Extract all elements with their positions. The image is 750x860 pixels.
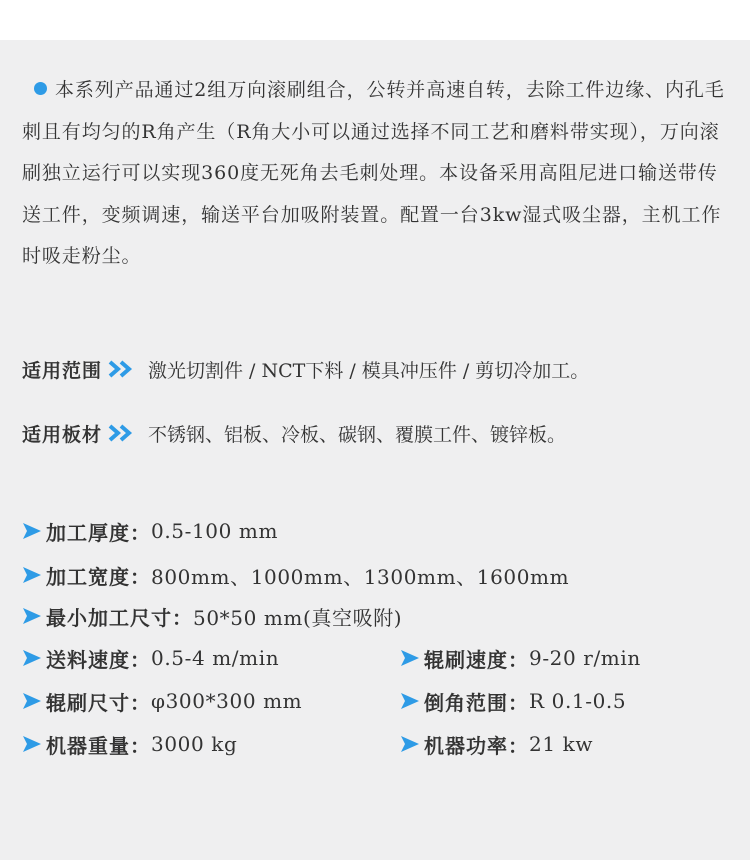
spec-power [400, 729, 593, 759]
spec-value: 9-20 r/min [529, 646, 641, 670]
spec-value: φ300*300 mm [151, 689, 303, 713]
spec-value: 0.5-100 mm [151, 519, 279, 543]
blue-dot-icon [34, 82, 47, 95]
spec-roller-speed [400, 643, 641, 673]
spec-label: 辊刷速度： [424, 647, 529, 672]
triangle-arrow-icon [22, 522, 42, 540]
spec-width [22, 560, 569, 590]
intro-paragraph [22, 70, 734, 278]
triangle-arrow-icon [400, 692, 420, 710]
spec-roller-size [22, 686, 302, 716]
spec-chamfer [400, 686, 626, 716]
scope-label: 适用板材 [22, 423, 103, 446]
spec-feed-speed [22, 643, 279, 673]
triangle-arrow-icon [22, 566, 42, 584]
spec-value: 21 kw [529, 732, 594, 756]
scope-value: 不锈钢、铝板、冷板、碳钢、覆膜工件、镀锌板。 [148, 423, 567, 446]
spec-value: 50*50 mm(真空吸附) [193, 605, 403, 630]
spec-label: 机器重量： [46, 733, 151, 758]
spec-label: 倒角范围： [424, 690, 529, 715]
spec-weight [22, 729, 237, 759]
spec-label: 送料速度： [46, 647, 151, 672]
spec-min-size [22, 601, 402, 631]
scope-value: 激光切割件 / NCT下料 / 模具冲压件 / 剪切冷加工。 [148, 359, 590, 382]
spec-label: 加工厚度： [46, 520, 151, 545]
spec-label: 辊刷尺寸： [46, 690, 151, 715]
spec-value: 3000 kg [151, 732, 238, 756]
triangle-arrow-icon [22, 692, 42, 710]
triangle-arrow-icon [22, 649, 42, 667]
double-chevron-icon [108, 424, 134, 442]
double-chevron-icon [108, 360, 134, 378]
spec-label: 最小加工尺寸： [46, 605, 193, 630]
spec-value: 800mm、1000mm、1300mm、1600mm [151, 564, 570, 589]
triangle-arrow-icon [22, 735, 42, 753]
triangle-arrow-icon [22, 607, 42, 625]
spec-label: 机器功率： [424, 733, 529, 758]
spec-thickness [22, 516, 278, 546]
spec-label: 加工宽度： [46, 564, 151, 589]
triangle-arrow-icon [400, 735, 420, 753]
scope-label: 适用范围 [22, 359, 103, 382]
scope-row-material [22, 418, 566, 448]
spec-value: R 0.1-0.5 [529, 689, 627, 713]
triangle-arrow-icon [400, 649, 420, 667]
intro-text: 本系列产品通过2组万向滚刷组合，公转并高速自转，去除工件边缘、内孔毛刺且有均匀的R角产生（R角大小可以通过选择不同工艺和磨料带实现），万向滚刷独立运行可以实现360度无死角去毛刺处理。本设备采用高阻尼进口输送带传送工件，变频调速，输送平台加吸附装置。配置一台3kw湿式吸尘器，主机工作时吸走粉尘。 [22, 79, 725, 267]
scope-row-application [22, 354, 589, 384]
spec-value: 0.5-4 m/min [151, 646, 280, 670]
